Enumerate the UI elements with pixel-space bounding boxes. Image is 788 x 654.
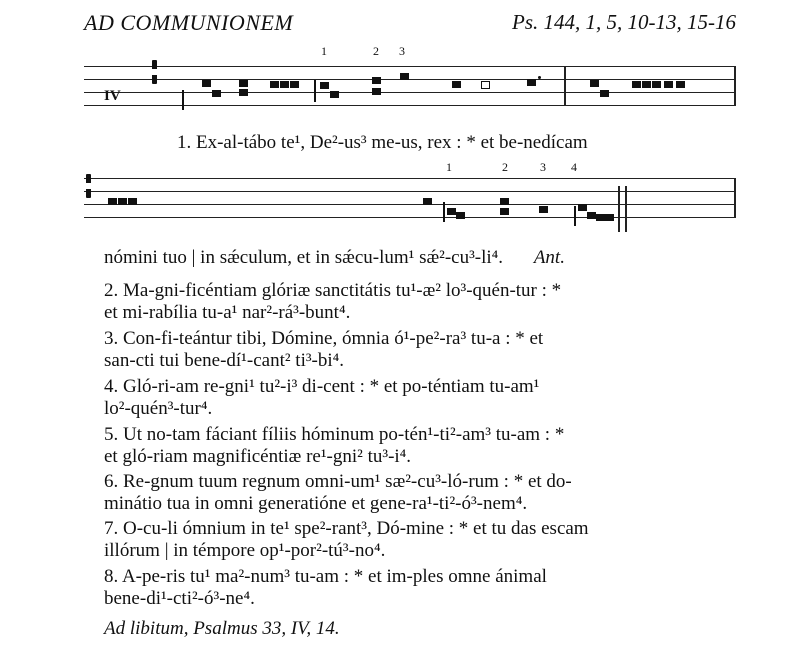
verse-1-continuation: [104, 247, 565, 269]
footer-note: Ad libitum, Psalmus 33, IV, 14.: [104, 618, 340, 639]
verse-line: san-cti tui bene-dí¹-cant² ti³-bi⁴.: [104, 350, 345, 371]
staff-2-marker: 1: [446, 160, 452, 174]
staff-2-marker: 2: [502, 160, 508, 174]
staff-1-marker: 3: [399, 44, 405, 58]
antiphon-marker: Ant.: [533, 247, 565, 268]
verse-line: 5. Ut no-tam fáciant fíliis hóminum po-tén¹-ti²-am³ tu-am : *: [104, 424, 565, 445]
staff-1: [84, 60, 736, 112]
header: [84, 10, 736, 38]
verse-2: [104, 280, 736, 324]
verse-line: 8. A-pe-ris tu¹ ma²-num³ tu-am : * et im-ples omne ánimal: [104, 566, 547, 587]
verse-line: minátio tua in omni generatióne et gene-ra¹-ti²-ó³-nem⁴.: [104, 493, 528, 514]
verse-line: et gló-riam magnificéntiæ re¹-gni² tu³-i⁴.: [104, 446, 412, 467]
verse-6: [104, 471, 736, 515]
staff-2-marker: 4: [571, 160, 577, 174]
verse-5: [104, 424, 736, 468]
verse-line: et mi-rabília tu-a¹ nar²-rá³-bunt⁴.: [104, 302, 351, 323]
verse-line: 6. Re-gnum tuum regnum omni-um¹ sæ²-cu³-ló-rum : * et do-: [104, 471, 572, 492]
psalm-reference: Ps. 144, 1, 5, 10-13, 15-16: [512, 10, 736, 34]
verse-7: [104, 518, 736, 562]
staff-1-marker: 2: [373, 44, 379, 58]
verse-8: [104, 566, 736, 610]
staff-2-marker: 3: [540, 160, 546, 174]
verse-line: lo²-quén³-tur⁴.: [104, 398, 213, 419]
verse-3: [104, 328, 736, 372]
verse-1-continuation-text: nómini tuo | in sǽculum, et in sǽcu-lum¹ sǽ²-cu³-li⁴.: [104, 247, 504, 268]
verse-line: 3. Con-fi-teántur tibi, Dómine, ómnia ó¹-pe²-ra³ tu-a : * et: [104, 328, 544, 349]
verse-line: 2. Ma-gni-ficéntiam glóriæ sanctitátis tu¹-æ² lo³-quén-tur : *: [104, 280, 562, 301]
verse-line: illórum | in témpore op¹-por²-tú³-no⁴.: [104, 540, 386, 561]
verse-line: bene-di¹-cti²-ó³-ne⁴.: [104, 588, 255, 609]
clef-symbol: [86, 174, 91, 198]
verse-4: [104, 376, 736, 420]
mode-label: IV: [104, 88, 121, 104]
clef-symbol: [152, 60, 157, 84]
chant-title: AD COMMUNIONEM: [84, 10, 294, 35]
verse-line: 7. O-cu-li ómnium in te¹ spe²-rant³, Dó-mine : * et tu das escam: [104, 518, 589, 539]
verse-line: 4. Gló-ri-am re-gni¹ tu²-i³ di-cent : * et po-téntiam tu-am¹: [104, 376, 540, 397]
verse-1-text: 1. Ex-al-tábo te¹, De²-us³ me-us, rex : * et be-nedícam: [177, 132, 588, 153]
staff-1-marker: 1: [321, 44, 327, 58]
staff-2: [84, 176, 736, 236]
